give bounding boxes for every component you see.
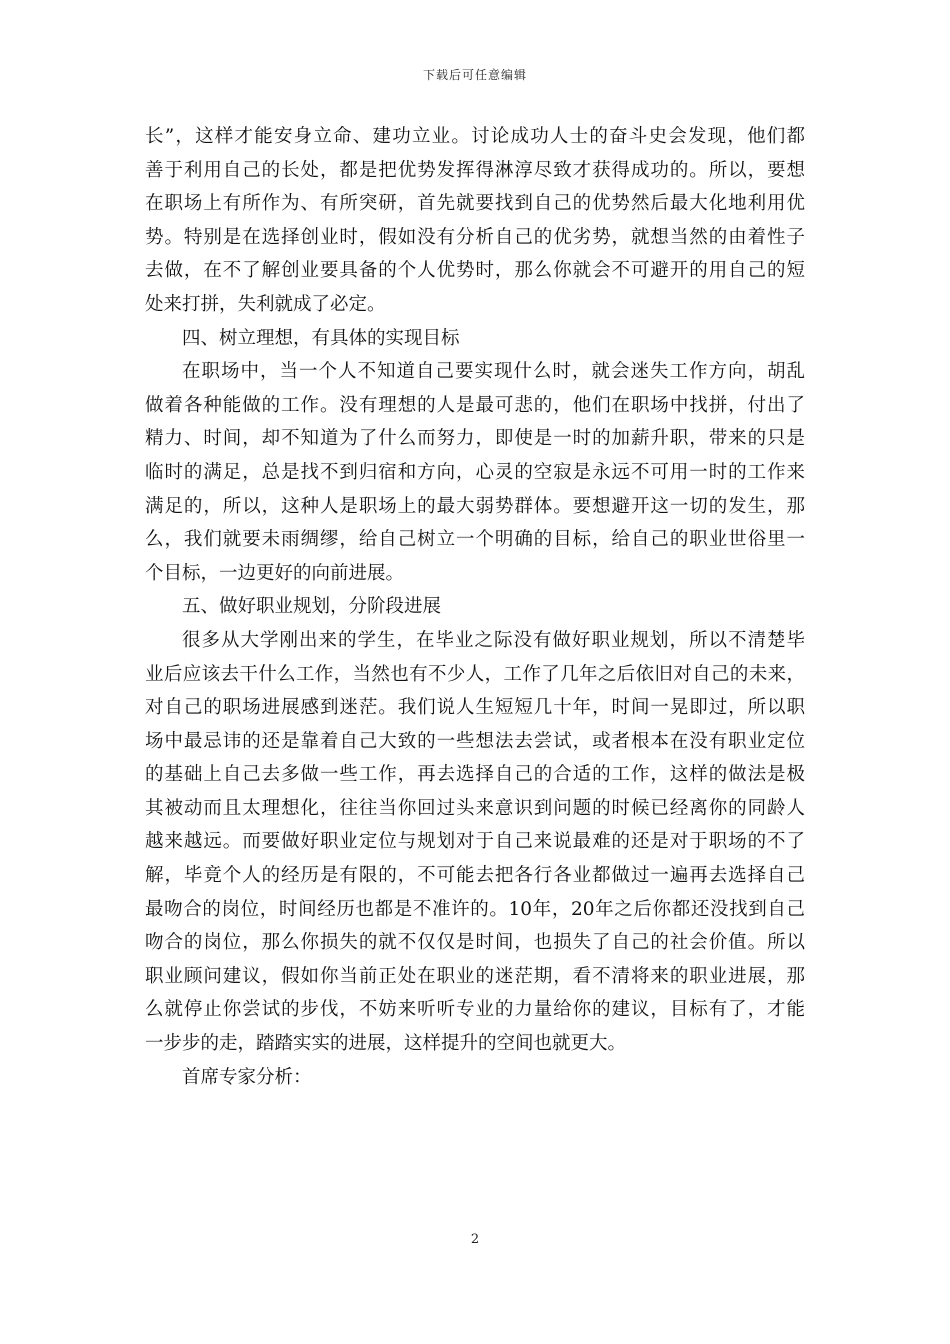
document-body <box>145 120 805 1094</box>
paragraph <box>145 355 805 590</box>
paragraph-continuation <box>145 120 805 322</box>
text-line: 一步步的走，踏踏实实的进展，这样提升的空间也就更大。 <box>145 1033 627 1055</box>
text-line: 长”，这样才能安身立命、建功立业。讨论成功人士的奋斗史会发现，他们都 <box>145 126 805 147</box>
text-line: 越来越远。而要做好职业定位与规划对于自己来说最难的还是对于职场的不了 <box>145 831 805 853</box>
text-line: 处来打拼，失利就成了必定。 <box>145 293 386 315</box>
text-line: 去做，在不了解创业要具备的个人优势时，那么你就会不可避开的用自己的短 <box>145 260 805 282</box>
text-line: 满足的，所以，这种人是职场上的最大弱势群体。要想避开这一切的发生，那 <box>145 495 805 517</box>
text-line: 的基础上自己去多做一些工作，再去选择自己的合适的工作，这样的做法是极 <box>145 764 805 786</box>
text-line: 其被动而且太理想化，往往当你回过头来意识到问题的时候已经离你的同龄人 <box>145 797 805 819</box>
heading-text: 四、树立理想，有具体的实现目标 <box>182 327 460 349</box>
section-heading <box>145 322 805 356</box>
header-text: 下载后可任意编辑 <box>422 68 527 82</box>
text-line: 对自己的职场进展感到迷茫。我们说人生短短几十年，时间一晃即过，所以职 <box>145 697 805 719</box>
text-line: 善于利用自己的长处，都是把优势发挥得淋淳尽致才获得成功的。所以，要想 <box>145 159 805 181</box>
text-line: 做着各种能做的工作。没有理想的人是最可悲的，他们在职场中找拼，付出了 <box>145 394 805 416</box>
text-line: 解，毕竟个人的经历是有限的，不可能去把各行各业都做过一遍再去选择自己 <box>145 865 805 887</box>
page-number <box>0 1232 950 1247</box>
text-line: 势。特别是在选择创业时，假如没有分析自己的优劣势，就想当然的由着性子 <box>145 226 805 248</box>
page-header <box>0 66 950 83</box>
paragraph <box>145 624 805 1061</box>
text-line: 在职场中，当一个人不知道自己要实现什么时，就会迷失工作方向，胡乱 <box>182 361 805 383</box>
text-line: 临时的满足，总是找不到归宿和方向，心灵的空寂是永远不可用一时的工作来 <box>145 461 805 483</box>
text-line: 在职场上有所作为、有所突研，首先就要找到自己的优势然后最大化地利用优 <box>145 193 805 215</box>
text-line: 职业顾问建议，假如你当前正处在职业的迷茫期，看不清将来的职业进展，那 <box>145 965 805 987</box>
text-line: 很多从大学刚出来的学生，在毕业之际没有做好职业规划，所以不清楚毕 <box>182 629 805 651</box>
text-line: 精力、时间，却不知道为了什么而努力，即使是一时的加薪升职，带来的只是 <box>145 428 805 450</box>
text-line: 业后应该去干什么工作，当然也有不少人，工作了几年之后依旧对自己的未来， <box>145 663 805 685</box>
text-line: 首席专家分析： <box>182 1066 312 1088</box>
text-line: 场中最忌讳的还是靠着自己大致的一些想法去尝试，或者根本在没有职业定位 <box>145 730 805 752</box>
text-line: 吻合的岗位，那么你损失的就不仅仅是时间，也损失了自己的社会价值。所以 <box>145 932 805 954</box>
paragraph <box>145 1061 805 1095</box>
section-heading <box>145 590 805 624</box>
page-number-text: 2 <box>470 1232 480 1247</box>
text-line: 么就停止你尝试的步伐，不妨来听听专业的力量给你的建议，目标有了，才能 <box>145 999 805 1021</box>
text-line: 最吻合的岗位，时间经历也都是不准许的。10年，20年之后你都还没找到自己 <box>145 898 805 920</box>
text-line: 么，我们就要未雨绸缪，给自己树立一个明确的目标，给自己的职业世俗里一 <box>145 529 805 551</box>
text-line: 个目标，一边更好的向前进展。 <box>145 562 405 584</box>
heading-text: 五、做好职业规划，分阶段进展 <box>182 596 442 618</box>
